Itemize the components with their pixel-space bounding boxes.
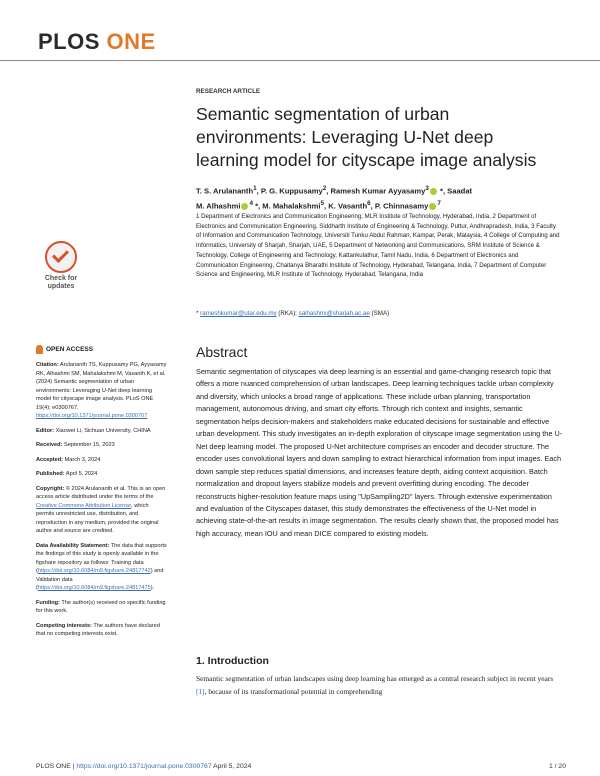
- header-divider: [0, 60, 600, 61]
- footer-journal: PLOS ONE: [36, 763, 71, 770]
- copyright: Copyright: © 2024 Arulananth et al. This is an open access article distributed under the terms of the Creative Commons Attribution License, which permits unrestricted use, distribution, and reproduction in any medium, provided the original author and source are credited.: [36, 485, 166, 534]
- open-access-label: OPEN ACCESS: [46, 346, 94, 354]
- author-name[interactable]: *, M. Mahalakshmi: [252, 201, 321, 211]
- check-for-updates[interactable]: [38, 241, 84, 291]
- citation-ref[interactable]: [1]: [196, 686, 205, 696]
- editor: Editor: Xiaowei Li, Sichuan University, CHINA: [36, 427, 151, 434]
- introduction-text: Semantic segmentation of urban landscapes using deep learning has emerged as a central research subject in recent years [1], because of its transformational potential in comprehending: [196, 674, 554, 696]
- check-for-updates-icon: [45, 241, 77, 273]
- journal-logo: [38, 29, 156, 55]
- page-number: 1 / 20: [548, 763, 566, 770]
- author-name[interactable]: , P. Chinnasamy: [370, 201, 429, 211]
- citation: Citation: Arulananth TS, Kuppusamy PG, Ayyasamy RK, Alhashmi SM, Mahalakshmi M, Vasanth K, et al. (2024) Semantic segmentation of urban environments: Leveraging U-Net deep learning model for cityscape image analysis. PLoS ONE 19(4): e0300767. https://doi.org/10.1371/journal.pone.0300767: [36, 362, 167, 419]
- author-name[interactable]: M. Alhashmi: [196, 201, 241, 211]
- orcid-icon[interactable]: [430, 188, 437, 195]
- author-name[interactable]: , Ramesh Kumar Ayyasamy: [326, 186, 426, 196]
- footer-doi-link[interactable]: https://doi.org/10.1371/journal.pone.0300767: [76, 763, 212, 770]
- logo-plos: PLOS: [38, 29, 100, 54]
- published-date: Published: April 5, 2024: [36, 471, 98, 477]
- author-list: T. S. Arulananth$^1$, P. G. Kuppusamy$^2$, Ramesh Kumar Ayyasamy$^3$ *, Saadat M. Alhashmi $^4$ *, M. Mahalakshmi$^5$, K. Vasanth$^6$, P. Chinnasamy $^7$: [196, 185, 473, 211]
- author-name[interactable]: T. S. Arulananth: [196, 186, 254, 196]
- funding: Funding: The author(s) received no specific funding for this work.: [36, 599, 166, 614]
- orcid-icon[interactable]: [241, 203, 248, 210]
- data-availability: Data Availability Statement: The data that supports the findings of this study is openly available in the figshare repository as follows: Training data (https://doi.org/10.6084/m9.figshare.24817742) and Validation data (https://doi.org/10.6084/m9.figshare.24817475).: [36, 542, 167, 591]
- section-heading: 1. Introduction: [196, 655, 269, 667]
- email-label: (SMA): [369, 310, 390, 317]
- affiliations: 1 Department of Electronics and Communication Engineering, MLR Institute of Technology, Hyderabad, India, 2 Department of Electronics and Communication Engineering, Siddharth Institute of Engineering & Technology, Puttur, Andhrapradesh, India, 3 Faculty of Information and Communication Technology, Universiti Tunku Abdul Rahman, Kampar, Perak, Malaysia, 4 College of Computing and Informatics, University of Sharjah, Sharjah, UAE, 5 Department of Networking and Communications, SRM Institute of Science & Technology, College of Engineering and Technology, Kattankulathur, Tamil Nadu, India, 6 Department of Electronics and Communication Engineering, Chaitanya Bharathi Institute of Technology, Hyderabad, Telangana, India, 7 Department of Computer Science and Engineering, MLR Institute of Technology, Hyderabad, Telangana, India: [196, 213, 560, 279]
- author-name[interactable]: , K. Vasanth: [324, 201, 368, 211]
- license-link[interactable]: Creative Commons Attribution License: [36, 502, 132, 509]
- data-link[interactable]: https://doi.org/10.6084/m9.figshare.24817475: [37, 585, 151, 591]
- accepted-date: Accepted: March 3, 2024: [36, 456, 101, 463]
- email-link[interactable]: salhashmi@sharjah.ac.ae: [298, 310, 370, 317]
- author-name[interactable]: *, Saadat: [437, 186, 473, 196]
- competing-interests: Competing interests: The authors have declared that no competing interests exist.: [36, 622, 160, 637]
- email-link[interactable]: rameshkumar@utar.edu.my: [200, 310, 277, 317]
- article-type: RESEARCH ARTICLE: [196, 88, 261, 95]
- author-name[interactable]: , P. G. Kuppusamy: [256, 186, 323, 196]
- logo-one: ONE: [106, 29, 156, 54]
- doi-link[interactable]: https://doi.org/10.1371/journal.pone.0300767: [36, 413, 148, 419]
- abstract-heading: Abstract: [196, 344, 248, 360]
- article-title: Semantic segmentation of urban environments: Leveraging U-Net deep learning model for cityscape image analysis: [196, 104, 537, 170]
- email-label: (RKA);: [276, 310, 299, 317]
- received-date: Received: September 15, 2023: [36, 442, 115, 448]
- correspondence: * rameshkumar@utar.edu.my (RKA); salhashmi@sharjah.ac.ae (SMA): [196, 310, 390, 317]
- check-for-updates-label: Check for updates: [44, 275, 78, 290]
- abstract-text: Semantic segmentation of cityscapes via deep learning is an essential and game-changing research topic that offers a more nuanced comprehension of urban landscapes. Deep learning techniques tackle urban complexity and diversity, which unlocks a broad range of applications. These include urban planning, transportation management, autonomous driving, and smart city efforts. Through rich context and insights, semantic segmentation helps decision-makers and stakeholders make educated decisions for sustainable and effective urban development. This study investigates an in-depth exploration of cityscape image segmentation using the U-Net deep learning model. The proposed U-Net architecture comprises an encoder and decoder structure. The encoder uses convolutional layers and down sampling to extract hierarchical information from input images. Each down sample step reduces spatial dimensions, and increases feature depth, aiding context acquisition. Batch normalization and dropout layers stabilize models and prevent overfitting during encoding. The decoder reconstructs higher-resolution feature maps using "UpSampling2D" layers. Through extensive experimentation and evaluation of the Cityscapes dataset, this study demonstrates the effectiveness of the U-Net model in achieving state-of-the-art results in image segmentation. The results clearly shown that, the proposed model has high accuracy, mean IOU and mean DICE compared to existing models.: [196, 367, 563, 538]
- open-lock-icon: [36, 345, 43, 354]
- open-access-badge: [36, 345, 93, 354]
- orcid-icon[interactable]: [429, 203, 436, 210]
- article-info-sidebar: [36, 361, 168, 645]
- page-footer: PLOS ONE | https://doi.org/10.1371/journal.pone.0300767 April 5, 2024 1 / 20: [36, 763, 566, 770]
- data-link[interactable]: https://doi.org/10.6084/m9.figshare.24817742: [37, 568, 151, 574]
- footer-date: April 5, 2024: [211, 763, 252, 770]
